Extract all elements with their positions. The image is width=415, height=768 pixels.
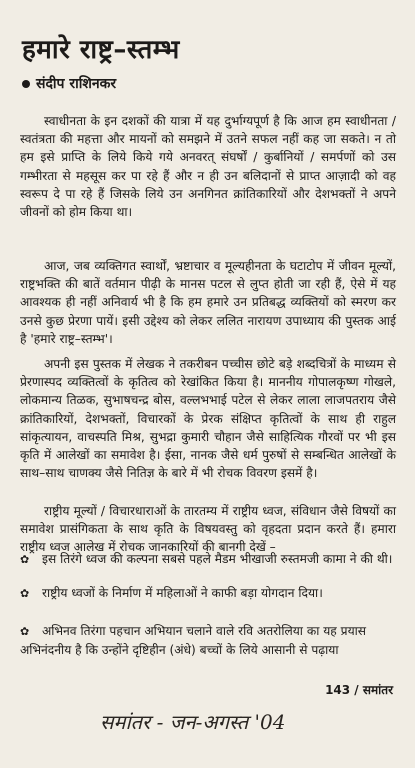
flower-bullet-icon: ✿ <box>20 553 30 566</box>
byline-bullet <box>22 80 30 88</box>
paragraph-3-text: अपनी इस पुस्तक में लेखक ने तकरीबन पच्चीस छोटे बड़े शब्दचित्रों के माध्यम से प्रेरणास्पद व्यक्तित्वों के कृतित्व को रेखांकित किया है। माननीय गोपालकृष्ण गोखले, लोकमान्य तिळक, सुभाषचन्द्र बोस, वल्लभभाई पटेल से लेकर लाला लाजपतराय जैसे क्रांतिकारियों, देशभक्तों, विचारकों के प्रेरक संक्षिप्त कृतित्वों के साथ ही राहुल सांकृत्यायन, वाचस्पति मिश्र, सुभद्रा कुमारी चौहान जैसे साहित्यिक गौरवों पर भी इस कृति में आलेखों का समावेश है। ईसा, नानक जैसे धर्म पुरुषों से सम्बन्धित आलेखों के साथ–साथ चाणक्य जैसे नितिज्ञ के बारे में भी रोचक विवरण इसमें है। <box>20 357 396 481</box>
bullet-item-2-text: राष्ट्रीय ध्वजों के निर्माण में महिलाओं ने काफी बड़ा योगदान दिया। <box>42 586 323 600</box>
bullet-item-1-text: इस तिरंगे ध्वज की कल्पना सबसे पहले मैडम भीखाजी रुस्तमजी कामा ने की थी। <box>42 552 393 566</box>
bullet-item-1 <box>20 550 396 569</box>
paragraph-3 <box>20 355 396 482</box>
handwritten-note: समांतर - जन-अगस्त '04 <box>100 710 286 734</box>
bullet-item-3 <box>20 622 396 659</box>
paragraph-4 <box>20 502 396 557</box>
flower-bullet-icon: ✿ <box>20 587 30 600</box>
paragraph-2 <box>20 257 396 348</box>
bullet-item-2 <box>20 584 396 603</box>
bullet-item-3-text: अभिनव तिरंगा पहचान अभियान चलाने वाले रवि अतरोलिया का यह प्रयास अभिनंदनीय है कि उन्होंने दृष्टिहीन (अंधे) बच्चों के लिये आसानी से पढ़ाया <box>20 624 367 658</box>
author-byline <box>22 74 116 93</box>
flower-bullet-icon: ✿ <box>20 625 30 638</box>
author-name: संदीप राशिनकर <box>36 76 117 92</box>
paragraph-1-text: स्वाधीनता के इन दशकों की यात्रा में यह दुर्भाग्यपूर्ण है कि आज हम स्वाधीनता / स्वतंत्रता की महत्ता और मायनों को समझने में उतने सफल नहीं कह जा सकते। न तो हम इसे प्राप्ति के लिये किये गये अनवरत् संघर्षों / कुर्बानियों / समर्पणों को उस गम्भीरता से महसूस कर पा रहे हैं और न ही उन बलिदानों से प्राप्त आज़ादी को वह स्वरूप दे पा रहे हैं जिसके लिये उन अनगिनत क्रांतिकारियों और देशभक्तों ने अपने जीवनों को होम किया था। <box>20 114 396 220</box>
article-title: हमारे राष्ट्र–स्तम्भ <box>22 35 180 65</box>
paragraph-2-text: आज, जब व्यक्तिगत स्वार्थों, भ्रष्टाचार व मूल्यहीनता के घटाटोप में जीवन मूल्यों, राष्ट्रभक्ति की बातें वर्तमान पीढ़ी के मानस पटल से लुप्त होती जा रही हैं, ऐसे में यह आवश्यक ही नहीं अनिवार्य भी है कि हम हमारे उन प्रतिबद्ध व्यक्तियों को स्मरण कर उनसे कुछ प्रेरणा पायें। इसी उद्देश्य को लेकर ललित नारायण उपाध्याय की पुस्तक आई है 'हमारे राष्ट्र–स्तम्भ'। <box>20 259 396 346</box>
paragraph-1 <box>20 112 396 221</box>
page-folio: 143 / समांतर <box>325 683 393 697</box>
paragraph-4-text: राष्ट्रीय मूल्यों / विचारधाराओं के तारतम्य में राष्ट्रीय ध्वज, संविधान जैसे विषयों का समावेश प्रासंगिकता के साथ कृति के विषयवस्तु को वृहदता प्रदान करते हैं। हमारा राष्ट्रीय ध्वज आलेख में रोचक जानकारियों की बानगी देखें – <box>20 504 396 555</box>
